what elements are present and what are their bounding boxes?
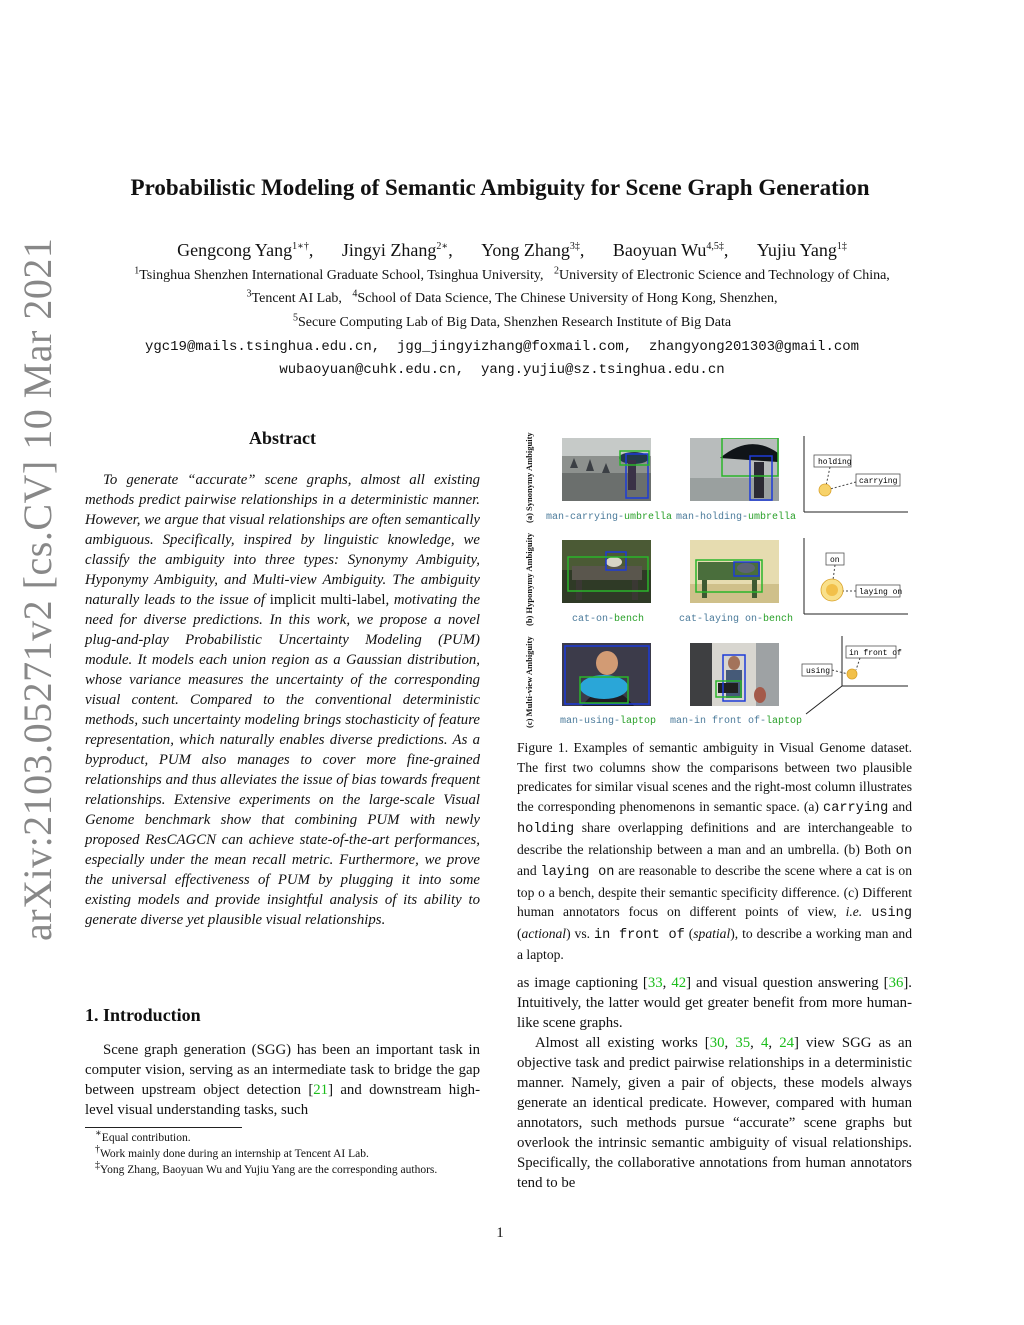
- author: Yong Zhang$^{3\ddagger}$,: [481, 240, 585, 260]
- footnote-rule: [85, 1127, 242, 1128]
- paper-title: Probabilistic Modeling of Semantic Ambiguity for Scene Graph Generation: [130, 175, 870, 200]
- affiliation-line-3: $^5$Secure Computing Lab of Big Data, Shenzhen Research Institute of Big Data: [292, 312, 732, 330]
- author-list: [0, 240, 1024, 261]
- semantic-space-diagram-synonymy: [800, 436, 910, 516]
- citation-link[interactable]: 36: [888, 975, 904, 991]
- figure-pair-caption: man-carrying-umbrella: [546, 512, 673, 523]
- footnote: †Work mainly done during an internship at Tencent AI Lab.: [95, 1144, 369, 1160]
- row-label: (a) Synonymy Ambiguity: [524, 432, 534, 523]
- figure-pair-caption: man-in front of-laptop: [670, 716, 803, 727]
- citation-link[interactable]: 35: [735, 1035, 751, 1051]
- photo-scene: [690, 643, 779, 706]
- affiliation-line-1: $^1$Tsinghua Shenzhen International Graduate School, Tsinghua University, $^2$University of Electronic Science and Technology of China,: [134, 265, 890, 283]
- diagram-label: on: [830, 556, 840, 565]
- email-line-2: wubaoyuan@cuhk.edu.cn, yang.yujiu@sz.tsinghua.edu.cn: [279, 362, 725, 378]
- photo-scene: [690, 540, 779, 603]
- semantic-space-diagram-multiview: [800, 636, 910, 716]
- page-number: 1: [496, 1225, 504, 1241]
- photo-cat-on-bench: [562, 540, 651, 603]
- figure-caption: Figure 1. Examples of semantic ambiguity in Visual Genome dataset. The first two columns show the comparisons between two plausible predicates for similar visual scenes and the right-most column illustrates the corresponding phenomenons in semantic space. (a) carrying and holding share overlapping definitions and are interchangeable to describe the relationship between a man and an umbrella. (b) Both on and laying on are reasonable to describe the scene where a cat is on top o a bench, despite their semantic specificity difference. (c) Different human annotators focus on different points of view, i.e. using (actional) vs. in front of (spatial), to describe a working man and a laptop.: [517, 740, 913, 962]
- figure-pair-caption: cat-laying on-bench: [679, 614, 794, 625]
- photo-man-carrying-umbrella: [562, 438, 651, 501]
- citation-link[interactable]: 21: [313, 1082, 329, 1098]
- diagram-label: carrying: [859, 477, 898, 486]
- footnotes: [85, 1130, 480, 1178]
- diagram-label: holding: [818, 458, 852, 467]
- abstract-text: To generate “accurate” scene graphs, almost all existing methods predict pairwise relationships in a deterministic manner. However, we argue that visual relationships are often semantically ambiguous. Specifically, inspired by linguistic knowledge, we classify the ambiguity into three types: Synonymy Ambiguity, Hyponymy Ambiguity, and Multi-view Ambiguity. The ambiguity naturally leads to the issue of implicit multi-label, motivating the need for diverse predictions. In this work, we propose a novel plug-and-play Probabilistic Uncertainty Modeling (PUM) module. It models each union region as a Gaussian distribution, whose variance measures the uncertainty of the corresponding visual content. Compared to the conventional deterministic methods, such uncertainty modeling brings stochasticity of feature representation, which naturally enables diverse predictions. As a byproduct, PUM also manages to cover more fine-grained relationships and thus alleviates the issue of bias towards frequent relationships. Extensive experiments on the large-scale Visual Genome benchmark show that combining PUM with newly proposed ResCAGCN can achieve state-of-the-art performances, especially under the mean recall metric. Furthermore, we prove the universal effectiveness of PUM by plugging it into some existing models and provide insightful analysis of its ability to generate diverse yet plausible visual relationships.: [85, 472, 481, 928]
- photo-scene: [562, 438, 651, 501]
- introduction-paragraph: Scene graph generation (SGG) has been an important task in computer vision, serving as an intermediate task to bridge the gap between upstream object detection [21] and downstream high-level visual understanding tasks, such: [85, 1042, 480, 1118]
- email-line-1: ygc19@mails.tsinghua.edu.cn, jgg_jingyizhang@foxmail.com, zhangyong201303@gmail.com: [144, 339, 860, 355]
- row-label: (c) Multi-view Ambiguity: [524, 636, 534, 728]
- footnote: ∗Equal contribution.: [95, 1128, 191, 1144]
- photo-man-in-front-of-laptop: [690, 643, 779, 706]
- diagram-label: in front of: [849, 649, 902, 658]
- arxiv-side-stamp: arXiv:2103.05271v2 [cs.CV] 10 Mar 2021: [15, 237, 60, 941]
- author: Gengcong Yang$^{1∗\dagger}$,: [177, 240, 314, 260]
- citation-link[interactable]: 30: [709, 1035, 725, 1051]
- photo-man-using-laptop: [562, 643, 651, 706]
- paragraph: as image captioning [33, 42] and visual question answering [36]. Intuitively, the latter would get greater benefit from more human-like scene graphs.: [517, 975, 912, 1031]
- citation-link[interactable]: 4: [760, 1035, 769, 1051]
- semantic-space-diagram-hyponymy: [800, 538, 910, 618]
- footnote: ‡Yong Zhang, Baoyuan Wu and Yujiu Yang are the corresponding authors.: [95, 1160, 438, 1176]
- introduction-heading: 1. Introduction: [85, 1005, 201, 1025]
- figure-pair-caption: cat-on-bench: [572, 614, 645, 625]
- abstract-heading: Abstract: [249, 428, 316, 448]
- affiliation-line-2: $^3$Tencent AI Lab, $^4$School of Data Science, The Chinese University of Hong Kong, Shenzhen,: [246, 288, 778, 306]
- citation-link[interactable]: 42: [671, 975, 687, 991]
- author: Jingyi Zhang$^{2∗}$,: [341, 240, 453, 260]
- figure-pair-caption: man-holding-umbrella: [676, 512, 797, 523]
- diagram-label: using: [806, 667, 831, 676]
- row-label: (b) Hyponymy Ambiguity: [524, 532, 534, 626]
- photo-scene: [690, 438, 779, 501]
- photo-scene: [562, 540, 651, 603]
- author: Baoyuan $Wu^{4,5\ddagger}$,: [612, 240, 729, 260]
- author: Yujiu Yang$^{1\ddagger}$: [756, 240, 847, 260]
- photo-scene: [562, 643, 651, 706]
- citation-link[interactable]: 24: [779, 1035, 794, 1051]
- paragraph: Almost all existing works [30, 35, 4, 24] view SGG as an objective task and predict pairwise relationships in a deterministic manner. Namely, given a pair of objects, these models always generate an identical predicate. However, compared with human annotators, such methods pursue “accurate” scene graphs but overlook the intrinsic semantic ambiguity of visual relationships. Specifically, the collaborative annotations from human annotators tend to be: [517, 1035, 912, 1191]
- citation-link[interactable]: 33: [647, 975, 663, 991]
- right-column-text: [517, 973, 912, 1193]
- photo-cat-laying-on-bench: [690, 540, 779, 603]
- figure-1: [520, 428, 912, 733]
- photo-man-holding-umbrella: [690, 438, 779, 501]
- figure-pair-caption: man-using-laptop: [560, 716, 657, 727]
- diagram-label: laying on: [859, 588, 903, 597]
